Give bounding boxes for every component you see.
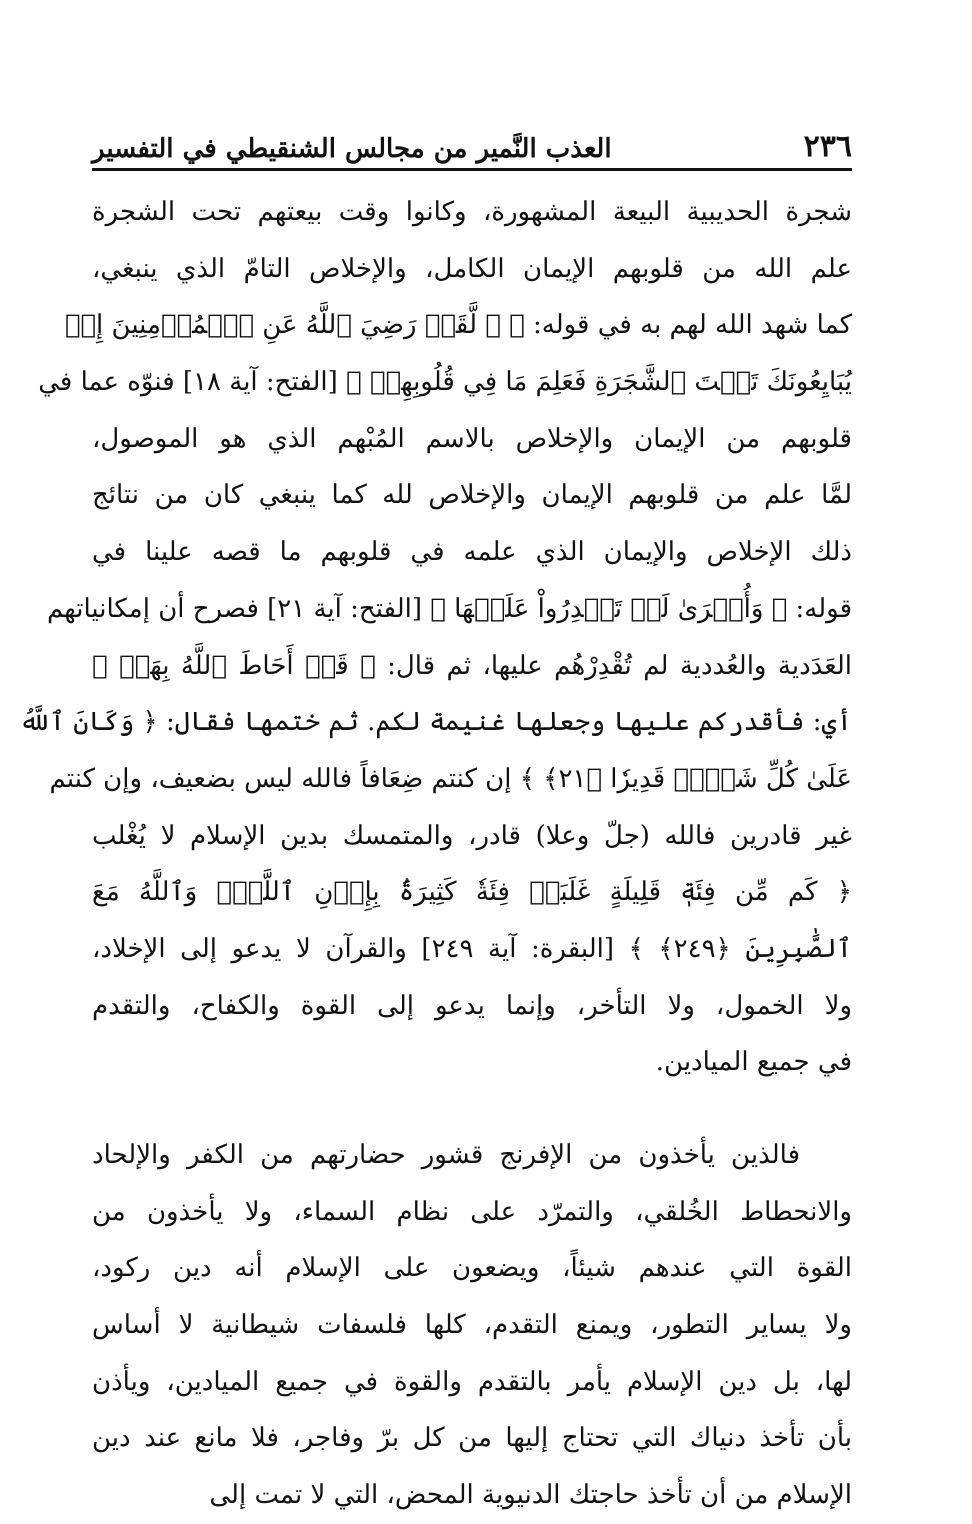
text-line: في جميع الميادين. bbox=[655, 1047, 852, 1078]
paragraph bbox=[19, 184, 852, 1091]
text-line: ذلك الإخلاص والإيمان الذي علمه في قلوبهم ما قصه علينا في bbox=[92, 537, 852, 568]
text-line: قوله: ﴿ وَأُخۡرَىٰ لَمۡ تَقۡدِرُواْ عَلَيۡهَا ﴾ [الفتح: آية ٢١] فصرح أن إمكانياتهم bbox=[46, 593, 852, 624]
text-line: شجرة الحديبية البيعة المشهورة، وكانوا وقت بيعتهم تحت الشجرة bbox=[92, 197, 852, 227]
text-line: عَلَىٰ كُلِّ شَيۡءٖ قَدِيرٗا ﴿٢١﴾ ﴾ إن كنتم ضِعَافاً فالله ليس بضعيف، وإن كنتم bbox=[49, 763, 852, 794]
book-title: العذب النَّمير من مجالس الشنقيطي في التفسير bbox=[92, 134, 612, 164]
paragraph-gap bbox=[92, 1091, 852, 1127]
text-line: لها، بل دين الإسلام يأمر بالتقدم والقوة في جميع الميادين، ويأذن bbox=[92, 1366, 852, 1397]
text-line: قلوبهم من الإيمان والإخلاص بالاسم المُبْهم الذي هو الموصول، bbox=[92, 423, 852, 454]
text-line: القوة التي عندهم شيئاً، ويضعون على الإسلام أنه دين ركود، bbox=[92, 1253, 852, 1284]
text-line: ٱلصَّٰبِرِينَ ﴿٢٤٩﴾ ﴾ [البقرة: آية ٢٤٩] والقرآن لا يدعو إلى الإخلاد، bbox=[92, 933, 852, 964]
page-body bbox=[19, 184, 852, 1524]
text-line: فالذين يأخذون من الإفرنج قشور حضارتهم من الكفر والإلحاد bbox=[92, 1140, 800, 1170]
text-line: علم الله من قلوبهم الإيمان الكامل، والإخلاص التامّ الذي ينبغي، bbox=[92, 253, 852, 284]
text-line: الإسلام من أن تأخذ حاجتك الدنيوية المحض، التي لا تمت إلى bbox=[209, 1480, 852, 1511]
text-line: غير قادرين فالله (جلّ وعلا) قادر، والمتمسك بدين الإسلام لا يُغْلب bbox=[92, 820, 852, 851]
text-line: ولا يساير التطور، ويمنع التقدم، كلها فلسفات شيطانية لا أساس bbox=[92, 1310, 852, 1341]
text-line: العَدَدية والعُددية لم تُقْدِرْهُم عليها، ثم قال: ﴿ قَدۡ أَحَاطَ ٱللَّهُ بِهَاۚ ﴾ bbox=[92, 650, 852, 681]
header-rule bbox=[92, 168, 852, 171]
text-line: لمَّا علم من قلوبهم الإيمان والإخلاص لله كما ينبغي كان من نتائج bbox=[92, 480, 852, 511]
text-line: ﴿ كَم مِّن فِئَةٖ قَلِيلَةٍ غَلَبَتۡ فِئَةٗ كَثِيرَةَۢ بِإِذۡنِ ٱللَّهِۗ وَٱللَّهُ مَعَ bbox=[92, 877, 852, 908]
text-line: أي: فأقدركم عليها وجعلها غنيمة لكم. ثم ختمها فقال: ﴿ وَكَانَ ٱللَّهُ bbox=[19, 707, 852, 738]
running-header bbox=[92, 118, 852, 164]
text-line: بأن تأخذ دنياك التي تحتاج إليها من كل برّ وفاجر، فلا مانع عند دين bbox=[92, 1423, 852, 1454]
text-line: ولا الخمول، ولا التأخر، وإنما يدعو إلى القوة والكفاح، والتقدم bbox=[92, 990, 852, 1021]
page-number: ٢٣٦ bbox=[803, 129, 852, 164]
text-line: كما شهد الله لهم به في قوله: ﴿ ۞ لَّقَدۡ رَضِيَ ٱللَّهُ عَنِ ٱلۡمُؤۡمِنِينَ إِذۡ bbox=[64, 310, 852, 341]
paragraph bbox=[92, 1127, 852, 1524]
text-line: يُبَايِعُونَكَ تَحۡتَ ٱلشَّجَرَةِ فَعَلِمَ مَا فِي قُلُوبِهِمۡ ﴾ [الفتح: آية ١٨] فنوّه عما في bbox=[38, 367, 852, 398]
text-line: والانحطاط الخُلقي، والتمرّد على نظام السماء، ولا يأخذون من bbox=[92, 1196, 852, 1227]
